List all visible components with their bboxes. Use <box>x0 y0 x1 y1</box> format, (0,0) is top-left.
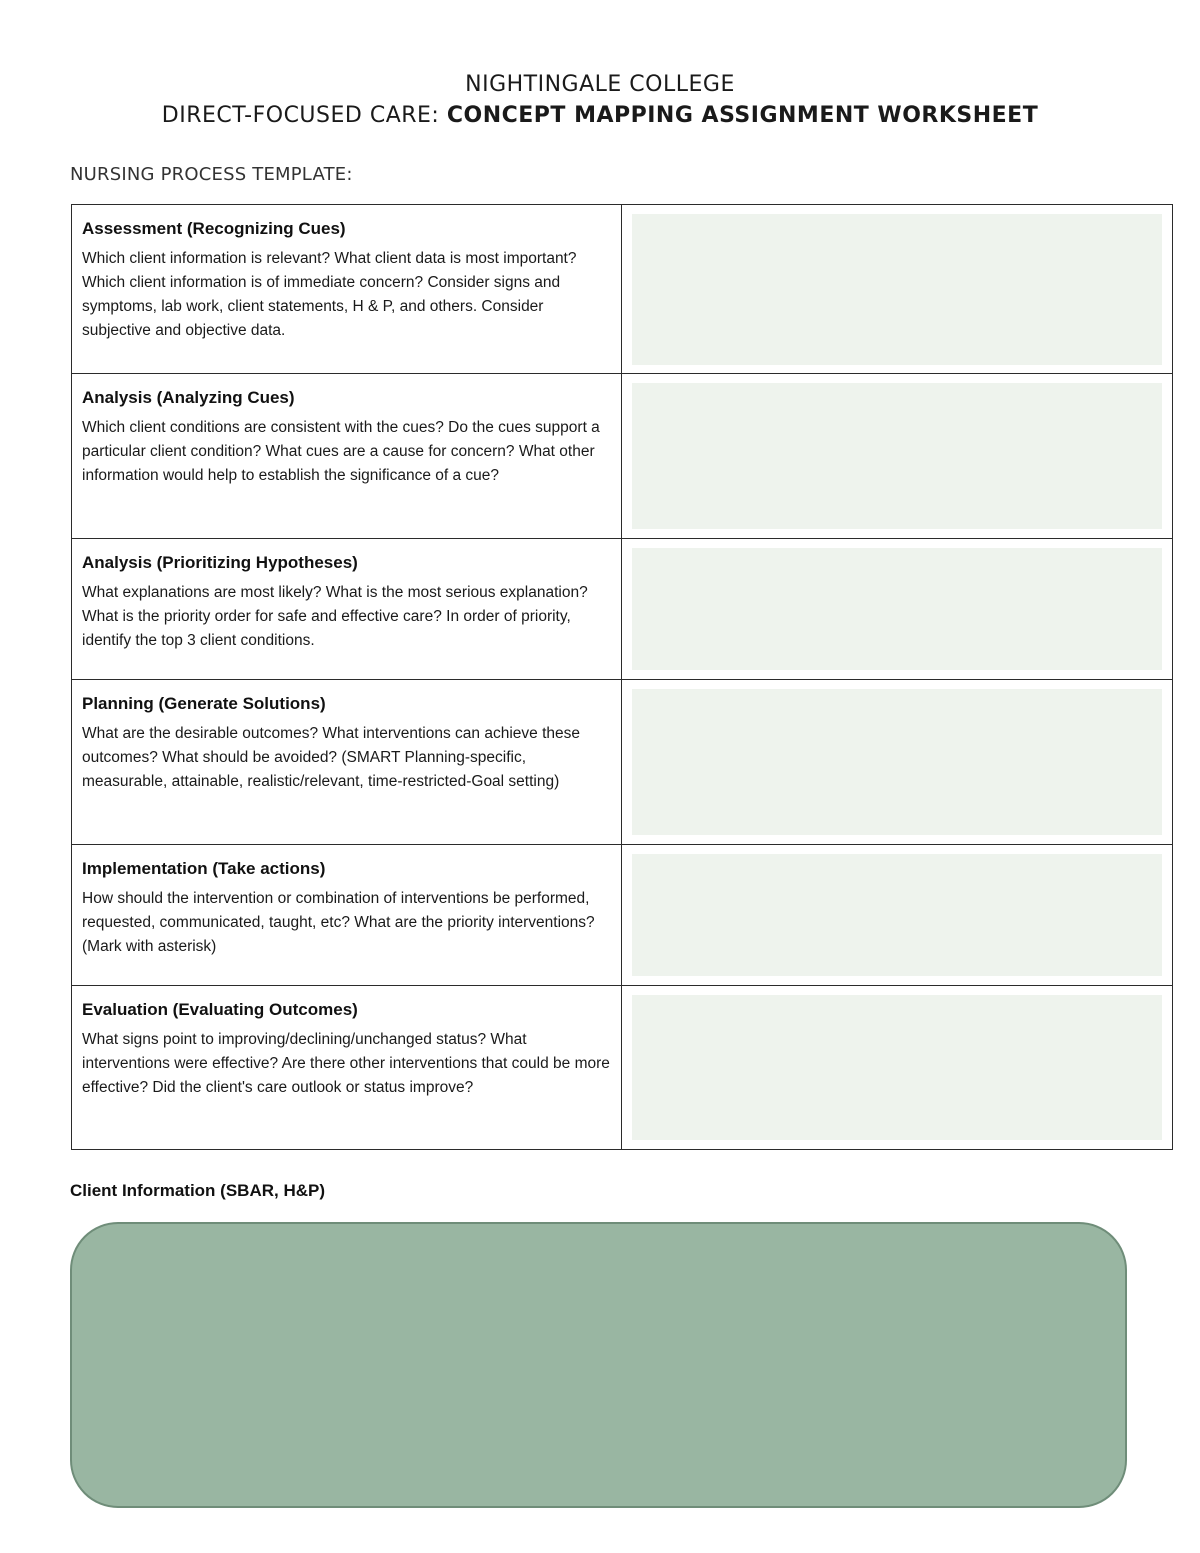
step-description: What signs point to improving/declining/unchanged status? What interventions were effective? Are there other interventions that could be more effective? Did the client's care outlook or status improve? <box>82 1031 610 1097</box>
answer-cell <box>622 986 1173 1150</box>
step-description: Which client conditions are consistent with the cues? Do the cues support a particular client condition? What cues are a cause for concern? What other information would help to establish the significance of a cue? <box>82 419 600 485</box>
step-heading: Analysis (Analyzing Cues) <box>82 388 295 407</box>
table-row-evaluation <box>72 986 1173 1150</box>
table-row-implementation <box>72 845 1173 986</box>
planning-answer-field[interactable] <box>632 689 1162 835</box>
step-heading: Planning (Generate Solutions) <box>82 694 326 713</box>
answer-cell <box>622 374 1173 539</box>
table-row-analyzing-cues <box>72 374 1173 539</box>
step-description: Which client information is relevant? What client data is most important? Which client information is of immediate concern? Consider signs and symptoms, lab work, client statements, H & P, and others. Consider subjective and objective data. <box>82 250 577 340</box>
college-title: NIGHTINGALE COLLEGE <box>465 72 735 97</box>
worksheet-title-prefix: DIRECT-FOCUSED CARE: <box>161 103 447 128</box>
prompt-cell <box>72 374 622 539</box>
step-description: How should the intervention or combination of interventions be performed, requested, communicated, taught, etc? What are the priority interventions? (Mark with asterisk) <box>82 890 595 956</box>
table-row-planning <box>72 680 1173 845</box>
prompt-cell <box>72 680 622 845</box>
prioritizing-hypotheses-answer-field[interactable] <box>632 548 1162 670</box>
step-heading: Evaluation (Evaluating Outcomes) <box>82 1000 358 1019</box>
table-row-prioritizing-hypotheses <box>72 539 1173 680</box>
prompt-cell <box>72 539 622 680</box>
client-information-label: Client Information (SBAR, H&P) <box>70 1181 325 1200</box>
analyzing-cues-answer-field[interactable] <box>632 383 1162 529</box>
answer-cell <box>622 539 1173 680</box>
prompt-cell <box>72 845 622 986</box>
prompt-cell <box>72 205 622 374</box>
step-description: What are the desirable outcomes? What interventions can achieve these outcomes? What should be avoided? (SMART Planning-specific, measurable, attainable, realistic/relevant, time-restricted-Goal setting) <box>82 725 580 791</box>
prompt-cell <box>72 986 622 1150</box>
step-heading: Assessment (Recognizing Cues) <box>82 219 346 238</box>
step-description: What explanations are most likely? What is the most serious explanation? What is the priority order for safe and effective care? In order of priority, identify the top 3 client conditions. <box>82 584 588 650</box>
assessment-answer-field[interactable] <box>632 214 1162 365</box>
worksheet-title <box>0 103 1200 128</box>
answer-cell <box>622 680 1173 845</box>
table-row-assessment <box>72 205 1173 374</box>
implementation-answer-field[interactable] <box>632 854 1162 976</box>
worksheet-title-main: CONCEPT MAPPING ASSIGNMENT WORKSHEET <box>446 103 1039 128</box>
step-heading: Implementation (Take actions) <box>82 859 326 878</box>
client-information-field[interactable] <box>70 1222 1127 1508</box>
evaluation-answer-field[interactable] <box>632 995 1162 1140</box>
nursing-process-table <box>71 204 1173 1150</box>
answer-cell <box>622 205 1173 374</box>
step-heading: Analysis (Prioritizing Hypotheses) <box>82 553 358 572</box>
template-label: NURSING PROCESS TEMPLATE: <box>70 164 353 185</box>
answer-cell <box>622 845 1173 986</box>
